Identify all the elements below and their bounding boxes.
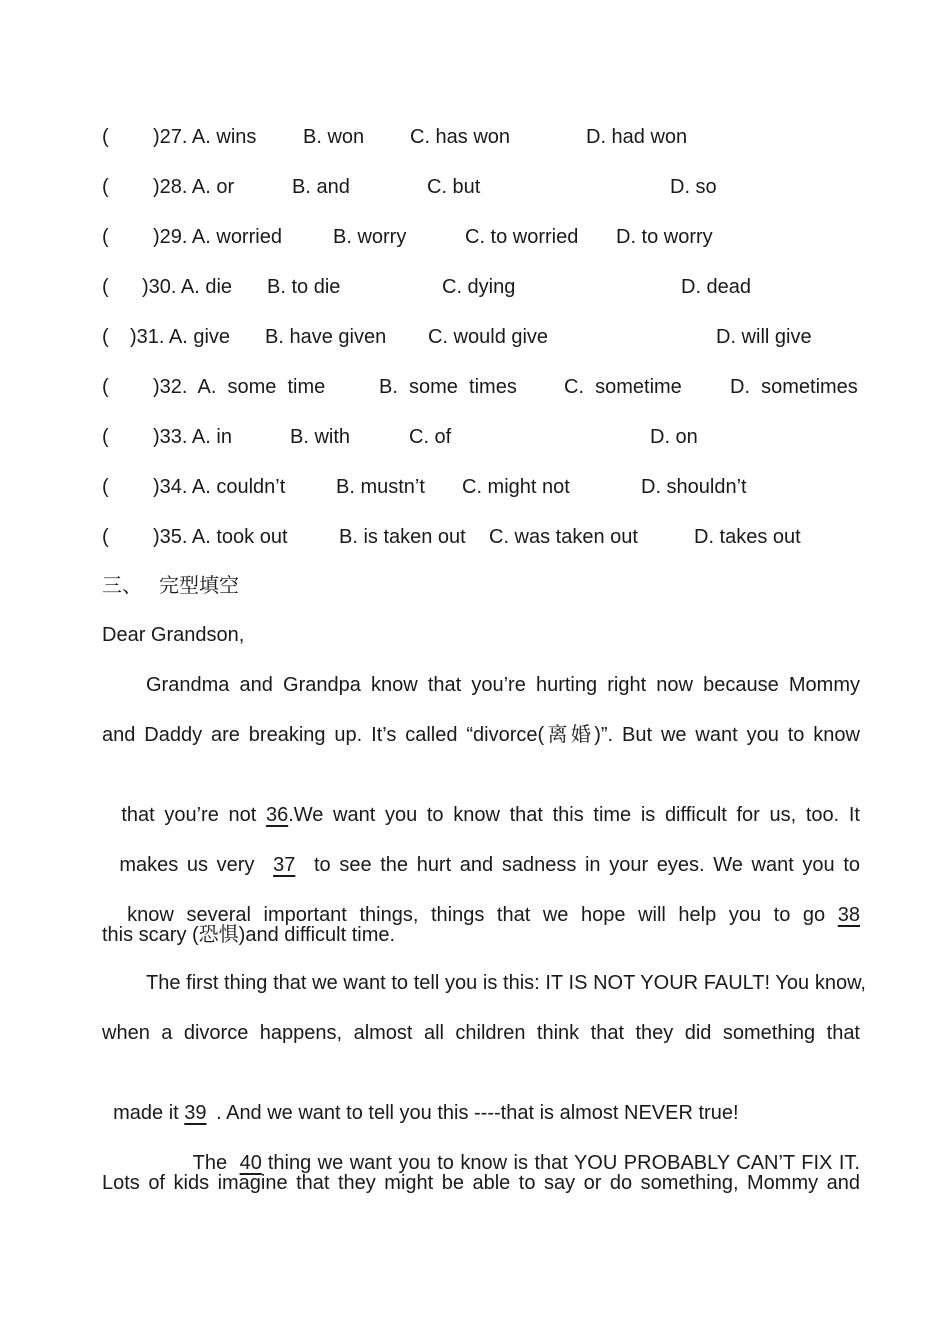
answer-paren: ( <box>102 176 109 198</box>
option-a: )29. A. worried <box>153 226 282 248</box>
option-b: B. is taken out <box>339 526 466 548</box>
question-31 <box>102 322 860 352</box>
passage-line: The first thing that we want to tell you is this: IT IS NOT YOUR FAULT! You know, <box>146 972 866 994</box>
option-a: )28. A. or <box>153 176 235 198</box>
answer-paren: ( <box>102 526 109 548</box>
option-a: )32. A. some time <box>153 376 326 398</box>
option-c: C. dying <box>442 276 516 298</box>
option-b: B. won <box>303 126 365 148</box>
option-b: B. mustn’t <box>336 476 425 498</box>
question-32 <box>102 372 860 402</box>
option-d: D. will give <box>716 326 812 348</box>
passage-line: and Daddy are breaking up. It’s called “divorce(离婚)”. But we want you to know <box>102 724 860 746</box>
option-b: B. with <box>290 426 351 448</box>
passage-line: know several important things, things that we hope will help you to go 38 <box>127 904 860 926</box>
option-a: )30. A. die <box>142 276 233 298</box>
option-c: C. of <box>409 426 452 448</box>
option-b: B. and <box>292 176 350 198</box>
passage-line: makes us very 37 to see the hurt and sadness in your eyes. We want you to <box>119 854 860 876</box>
option-b: B. to die <box>267 276 341 298</box>
passage-line: The 40 thing we want you to know is that YOU PROBABLY CAN’T FIX IT. <box>192 1152 860 1174</box>
passage-line: that you’re not 36.We want you to know that this time is difficult for us, too. It <box>121 804 860 826</box>
blank-39: 39 <box>184 1102 207 1124</box>
blank-40: 40 <box>239 1152 262 1174</box>
question-30 <box>102 272 860 302</box>
option-d: D. takes out <box>694 526 801 548</box>
passage-line: when a divorce happens, almost all children think that they did something that <box>102 1022 860 1044</box>
option-a: )34. A. couldn’t <box>153 476 286 498</box>
answer-paren: ( <box>102 126 109 148</box>
passage-line: Grandma and Grandpa know that you’re hurting right now because Mommy <box>146 674 860 696</box>
option-d: D. to worry <box>616 226 713 248</box>
question-35 <box>102 522 860 552</box>
blank-37: 37 <box>273 854 296 876</box>
option-d: D. dead <box>681 276 752 298</box>
blank-36: 36 <box>265 804 289 826</box>
option-b: B. some times <box>379 376 517 398</box>
option-c: C. but <box>427 176 481 198</box>
passage-line: Lots of kids imagine that they might be able to say or do something, Mommy and <box>102 1172 860 1194</box>
answer-paren: ( <box>102 476 109 498</box>
option-c: C. has won <box>410 126 511 148</box>
question-28 <box>102 172 860 202</box>
section-number: 三、 <box>102 573 142 597</box>
answer-paren: ( <box>102 276 109 298</box>
question-33 <box>102 422 860 452</box>
question-34 <box>102 472 860 502</box>
option-a: )27. A. wins <box>153 126 257 148</box>
option-b: B. worry <box>333 226 407 248</box>
option-a: )31. A. give <box>130 326 231 348</box>
option-b: B. have given <box>265 326 387 348</box>
salutation: Dear Grandson, <box>102 624 245 646</box>
passage-line: made it 39 . And we want to tell you this ----that is almost NEVER true! <box>113 1102 739 1124</box>
passage-line: this scary (恐惧)and difficult time. <box>102 924 396 946</box>
section-heading <box>102 570 860 600</box>
option-a: )33. A. in <box>153 426 232 448</box>
option-c: C. would give <box>428 326 549 348</box>
option-a: )35. A. took out <box>153 526 288 548</box>
option-c: C. was taken out <box>489 526 638 548</box>
option-d: D. shouldn’t <box>641 476 747 498</box>
question-29 <box>102 222 860 252</box>
option-c: C. to worried <box>465 226 579 248</box>
section-title: 完型填空 <box>159 573 239 597</box>
option-d: D. on <box>650 426 698 448</box>
question-27 <box>102 122 860 152</box>
option-d: D. sometimes <box>730 376 858 398</box>
option-c: C. sometime <box>564 376 682 398</box>
option-c: C. might not <box>462 476 570 498</box>
answer-paren: ( <box>102 426 109 448</box>
option-d: D. so <box>670 176 717 198</box>
option-d: D. had won <box>586 126 688 148</box>
blank-38: 38 <box>837 904 860 926</box>
answer-paren: ( <box>102 326 109 348</box>
answer-paren: ( <box>102 376 109 398</box>
answer-paren: ( <box>102 226 109 248</box>
